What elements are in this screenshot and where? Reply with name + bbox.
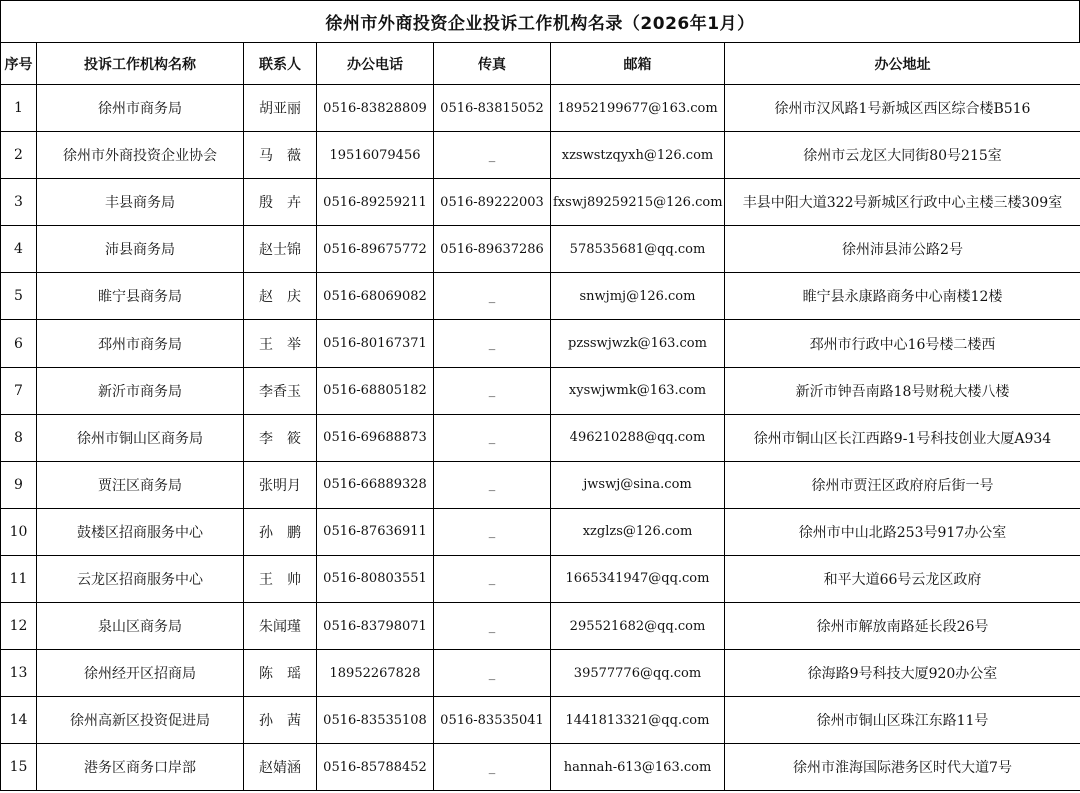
cell-phone: 0516-68069082	[317, 273, 434, 320]
cell-no: 10	[1, 508, 37, 555]
cell-address: 邳州市行政中心16号楼二楼西	[725, 320, 1080, 367]
table-row	[1, 555, 1080, 602]
cell-email: pzsswjwzk@163.com	[551, 320, 725, 367]
cell-address: 徐州市铜山区长江西路9-1号科技创业大厦A934	[725, 414, 1080, 461]
cell-email: 496210288@qq.com	[551, 414, 725, 461]
cell-fax: _	[434, 132, 551, 179]
cell-phone: 0516-83535108	[317, 697, 434, 744]
cell-contact: 张明月	[244, 461, 317, 508]
header-address: 办公地址	[725, 43, 1080, 85]
cell-fax: 0516-89222003	[434, 179, 551, 226]
cell-phone: 0516-66889328	[317, 461, 434, 508]
cell-email: jwswj@sina.com	[551, 461, 725, 508]
cell-email: fxswj89259215@126.com	[551, 179, 725, 226]
cell-phone: 0516-89675772	[317, 226, 434, 273]
cell-org: 徐州经开区招商局	[37, 650, 244, 697]
cell-no: 15	[1, 744, 37, 791]
table-row	[1, 226, 1080, 273]
cell-contact: 朱闻瑾	[244, 603, 317, 650]
table-row	[1, 85, 1080, 132]
cell-contact: 赵 庆	[244, 273, 317, 320]
cell-phone: 0516-69688873	[317, 414, 434, 461]
cell-phone: 0516-83798071	[317, 603, 434, 650]
cell-contact: 赵婧涵	[244, 744, 317, 791]
cell-contact: 陈 瑶	[244, 650, 317, 697]
cell-fax: _	[434, 273, 551, 320]
cell-org: 徐州市商务局	[37, 85, 244, 132]
cell-phone: 18952267828	[317, 650, 434, 697]
cell-address: 徐州沛县沛公路2号	[725, 226, 1080, 273]
cell-fax: _	[434, 461, 551, 508]
agency-directory-table	[0, 42, 1080, 791]
cell-email: 295521682@qq.com	[551, 603, 725, 650]
table-row	[1, 414, 1080, 461]
cell-org: 徐州市外商投资企业协会	[37, 132, 244, 179]
table-row	[1, 461, 1080, 508]
header-contact: 联系人	[244, 43, 317, 85]
cell-phone: 0516-80167371	[317, 320, 434, 367]
cell-fax: _	[434, 320, 551, 367]
header-email: 邮箱	[551, 43, 725, 85]
cell-address: 徐州市淮海国际港务区时代大道7号	[725, 744, 1080, 791]
cell-org: 新沂市商务局	[37, 367, 244, 414]
cell-org: 鼓楼区招商服务中心	[37, 508, 244, 555]
cell-org: 睢宁县商务局	[37, 273, 244, 320]
cell-fax: _	[434, 744, 551, 791]
cell-email: 1665341947@qq.com	[551, 555, 725, 602]
cell-no: 8	[1, 414, 37, 461]
cell-no: 6	[1, 320, 37, 367]
page-title: 徐州市外商投资企业投诉工作机构名录（2026年1月）	[0, 0, 1080, 42]
cell-fax: 0516-89637286	[434, 226, 551, 273]
cell-org: 泉山区商务局	[37, 603, 244, 650]
cell-org: 云龙区招商服务中心	[37, 555, 244, 602]
header-org: 投诉工作机构名称	[37, 43, 244, 85]
cell-phone: 0516-89259211	[317, 179, 434, 226]
cell-fax: _	[434, 555, 551, 602]
cell-address: 徐州市汉风路1号新城区西区综合楼B516	[725, 85, 1080, 132]
cell-address: 徐州市贾汪区政府府后街一号	[725, 461, 1080, 508]
table-row	[1, 320, 1080, 367]
cell-address: 新沂市钟吾南路18号财税大楼八楼	[725, 367, 1080, 414]
cell-contact: 王 帅	[244, 555, 317, 602]
cell-contact: 王 举	[244, 320, 317, 367]
cell-email: 39577776@qq.com	[551, 650, 725, 697]
cell-contact: 孙 鹏	[244, 508, 317, 555]
cell-address: 丰县中阳大道322号新城区行政中心主楼三楼309室	[725, 179, 1080, 226]
cell-contact: 马 薇	[244, 132, 317, 179]
cell-fax: _	[434, 603, 551, 650]
header-row	[1, 43, 1080, 85]
cell-fax: 0516-83815052	[434, 85, 551, 132]
cell-email: xzglzs@126.com	[551, 508, 725, 555]
cell-email: 18952199677@163.com	[551, 85, 725, 132]
table-row	[1, 744, 1080, 791]
cell-email: hannah-613@163.com	[551, 744, 725, 791]
cell-contact: 胡亚丽	[244, 85, 317, 132]
cell-org: 沛县商务局	[37, 226, 244, 273]
cell-address: 徐州市解放南路延长段26号	[725, 603, 1080, 650]
table-row	[1, 367, 1080, 414]
table-row	[1, 179, 1080, 226]
cell-email: snwjmj@126.com	[551, 273, 725, 320]
cell-phone: 0516-85788452	[317, 744, 434, 791]
cell-email: xzswstzqyxh@126.com	[551, 132, 725, 179]
cell-address: 徐州市铜山区珠江东路11号	[725, 697, 1080, 744]
cell-no: 5	[1, 273, 37, 320]
cell-address: 徐海路9号科技大厦920办公室	[725, 650, 1080, 697]
cell-contact: 孙 茜	[244, 697, 317, 744]
cell-no: 9	[1, 461, 37, 508]
cell-org: 贾汪区商务局	[37, 461, 244, 508]
cell-address: 和平大道66号云龙区政府	[725, 555, 1080, 602]
header-fax: 传真	[434, 43, 551, 85]
cell-fax: _	[434, 508, 551, 555]
cell-fax: _	[434, 367, 551, 414]
cell-contact: 李香玉	[244, 367, 317, 414]
cell-email: 578535681@qq.com	[551, 226, 725, 273]
cell-no: 4	[1, 226, 37, 273]
cell-org: 徐州高新区投资促进局	[37, 697, 244, 744]
cell-phone: 0516-83828809	[317, 85, 434, 132]
header-phone: 办公电话	[317, 43, 434, 85]
cell-org: 港务区商务口岸部	[37, 744, 244, 791]
cell-email: xyswjwmk@163.com	[551, 367, 725, 414]
cell-org: 徐州市铜山区商务局	[37, 414, 244, 461]
cell-fax: _	[434, 414, 551, 461]
cell-address: 睢宁县永康路商务中心南楼12楼	[725, 273, 1080, 320]
cell-no: 1	[1, 85, 37, 132]
cell-no: 12	[1, 603, 37, 650]
table-row	[1, 273, 1080, 320]
table-row	[1, 508, 1080, 555]
table-row	[1, 132, 1080, 179]
cell-phone: 0516-80803551	[317, 555, 434, 602]
cell-no: 14	[1, 697, 37, 744]
table-row	[1, 603, 1080, 650]
cell-contact: 李 筱	[244, 414, 317, 461]
cell-org: 邳州市商务局	[37, 320, 244, 367]
cell-phone: 0516-87636911	[317, 508, 434, 555]
table-row	[1, 650, 1080, 697]
cell-phone: 0516-68805182	[317, 367, 434, 414]
cell-fax: 0516-83535041	[434, 697, 551, 744]
cell-no: 7	[1, 367, 37, 414]
cell-contact: 赵士锦	[244, 226, 317, 273]
cell-no: 3	[1, 179, 37, 226]
cell-address: 徐州市中山北路253号917办公室	[725, 508, 1080, 555]
cell-no: 11	[1, 555, 37, 602]
cell-no: 13	[1, 650, 37, 697]
cell-contact: 殷 卉	[244, 179, 317, 226]
cell-email: 1441813321@qq.com	[551, 697, 725, 744]
table-row	[1, 697, 1080, 744]
cell-phone: 19516079456	[317, 132, 434, 179]
cell-fax: _	[434, 650, 551, 697]
cell-no: 2	[1, 132, 37, 179]
table-body	[1, 85, 1080, 791]
header-no: 序号	[1, 43, 37, 85]
cell-address: 徐州市云龙区大同街80号215室	[725, 132, 1080, 179]
cell-org: 丰县商务局	[37, 179, 244, 226]
